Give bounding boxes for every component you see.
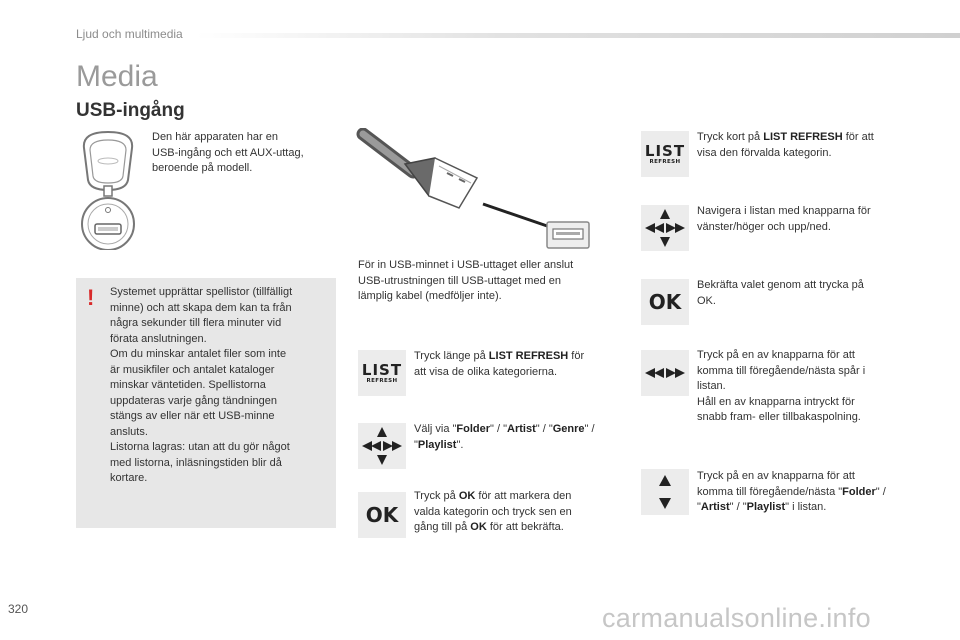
usb-stick-illustration (355, 128, 595, 252)
usb-socket-illustration (72, 128, 144, 250)
warning-line: ansluts. (110, 425, 148, 438)
section-heading: USB-ingång (76, 100, 185, 121)
intro-text (152, 130, 304, 177)
ok-button-icon: OK (358, 492, 406, 538)
header-divider (196, 33, 960, 38)
insert-line: För in USB-minnet i USB-uttaget eller anslut (358, 259, 574, 271)
warning-line: stängs av eller när ett USB-minne (110, 410, 275, 422)
insert-usb-text (358, 258, 573, 305)
warning-line: Systemet upprättar spellistor (tillfälligt (110, 286, 293, 298)
folder-text: Tryck på en av knapparna för att komma till föregående/nästa "Folder" / "Artist" / "Playlist" i listan. (697, 470, 886, 513)
ok-mark-text: Tryck på OK för att markera den valda kategorin och tryck sen en gång till på OK för att bekräfta. (414, 490, 572, 533)
short-press-text: Tryck kort på LIST REFRESH för att visa den förvalda kategorin. (697, 131, 874, 159)
confirm-text: Bekräfta valet genom att trycka på OK. (697, 279, 864, 307)
arrows-left-right-icon (641, 350, 689, 396)
insert-line: USB-utrustningen till USB-uttaget med en (358, 274, 561, 287)
ok-button-icon: OK (641, 279, 689, 325)
track-text: Tryck på en av knapparna för att komma till föregående/nästa spår i listan. Håll en av knapparna intryckt för snabb fram- eller tillbakaspolning. (697, 349, 866, 423)
list-refresh-button-icon (358, 350, 406, 396)
warning-line: uppdateras varje gång tändningen (110, 394, 277, 407)
page-number: 320 (8, 602, 29, 616)
refresh-label: REFRESH (366, 377, 398, 384)
warning-line: några sekunder till flera minuter vid (110, 317, 282, 329)
warning-line: med listorna, inläsningstiden blir då (110, 456, 282, 469)
list-label: LIST (644, 141, 686, 160)
warning-icon: ! (87, 285, 95, 310)
select-category-text: Välj via "Folder" / "Artist" / "Genre" / "Playlist". (414, 423, 595, 451)
chapter-header: Ljud och multimedia (76, 27, 183, 41)
warning-line: Listorna lagras: utan att du gör något (110, 441, 290, 453)
arrows-up-down-icon (641, 469, 689, 515)
refresh-label: REFRESH (649, 158, 681, 165)
page-title: Media (76, 60, 158, 93)
warning-line: förata anslutningen. (110, 332, 207, 345)
navigate-text: Navigera i listan med knapparna för vänster/höger och upp/ned. (697, 205, 871, 233)
list-refresh-button-icon (641, 131, 689, 177)
warning-line: är musikfiler och antalet kataloger (110, 363, 275, 376)
intro-line: USB-ingång och ett AUX-uttag, (152, 146, 304, 159)
warning-line: kortare. (110, 472, 148, 484)
list-label: LIST (361, 360, 403, 379)
warning-text (110, 285, 292, 487)
warning-line: Om du minskar antalet filer som inte (110, 348, 287, 360)
arrows-four-way-icon (358, 423, 406, 469)
intro-line: Den här apparaten har en (152, 131, 278, 143)
arrows-four-way-icon (641, 205, 689, 251)
long-press-text: Tryck länge på LIST REFRESH för att visa de olika kategorierna. (414, 350, 585, 378)
warning-line: minne) och att skapa dem kan ta från (110, 301, 292, 314)
watermark: carmanualsonline.info (602, 603, 871, 633)
warning-line: minskar väntetiden. Spellistorna (110, 379, 266, 391)
intro-line: beroende på modell. (152, 162, 253, 174)
insert-line: lämplig kabel (medföljer inte). (358, 290, 502, 302)
